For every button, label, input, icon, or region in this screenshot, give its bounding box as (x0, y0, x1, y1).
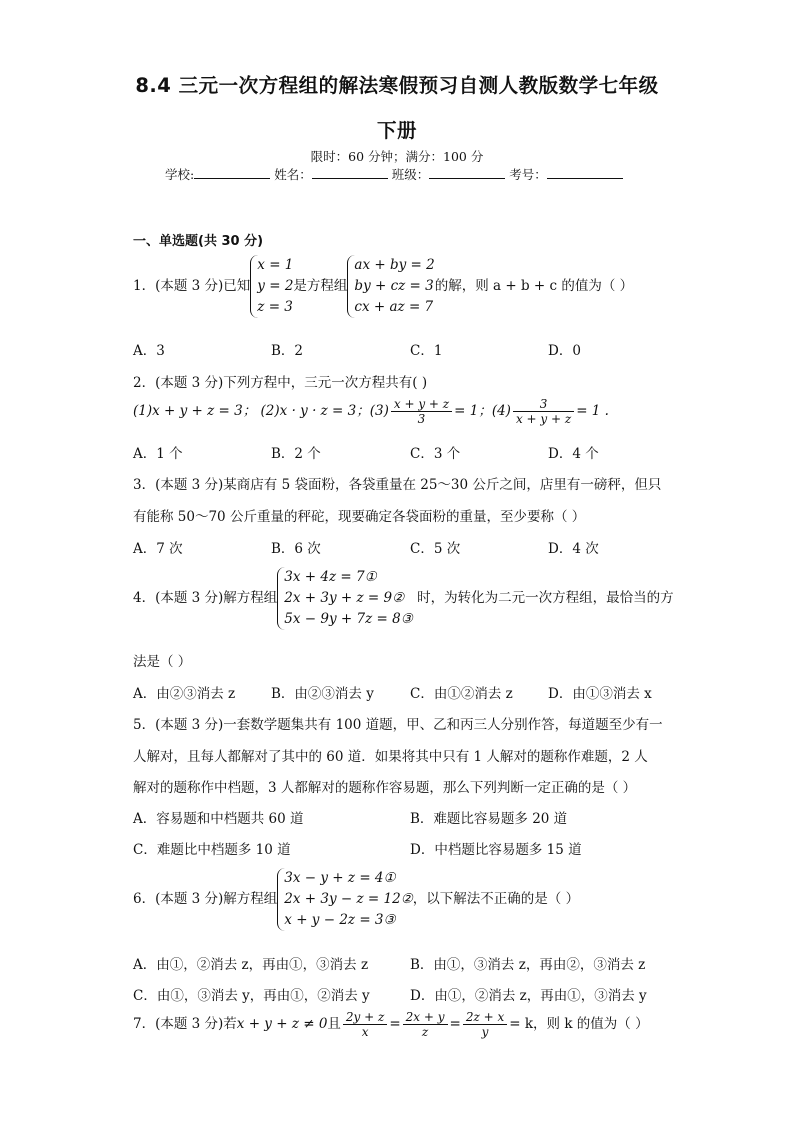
q6-option-c[interactable]: C．由①，③消去 y，再由①，②消去 y (133, 988, 370, 1004)
q3-option-a[interactable]: A．7 次 (133, 541, 183, 557)
q3-option-d[interactable]: D．4 次 (548, 541, 599, 557)
question-5-line-3: 解对的题称作中档题，3 人都解对的题称作容易题，那么下列判断一定正确的是（ ） (133, 780, 637, 796)
name-blank[interactable] (312, 166, 388, 179)
question-2-stem: 2．(本题 3 分)下列方程中，三元一次方程共有( ) (133, 375, 428, 391)
q1-solution-system: x = 1 y = 2 z = 3 (250, 255, 293, 318)
q5-option-a[interactable]: A．容易题和中档题共 60 道 (133, 811, 304, 827)
question-7: 7．(本题 3 分)若x + y + z ≠ 0且 $\frac{2y + z}{x}$ = $\frac{2x + y}{z}$ = $\frac{2z + x}{y}$ = k，则 k 的值为（ ） (133, 1010, 649, 1039)
q2-option-b[interactable]: B．2 个 (271, 446, 321, 462)
class-label: 班级： (391, 167, 430, 182)
q1-option-a[interactable]: A．3 (133, 343, 165, 359)
class-blank[interactable] (429, 166, 505, 179)
question-4-line-2: 法是（ ） (133, 654, 192, 670)
q2-option-a[interactable]: A．1 个 (133, 446, 183, 462)
question-5-line-1: 5．(本题 3 分)一套数学题集共有 100 道题，甲、乙和丙三人分别作答，每道题至少有一 (133, 717, 663, 733)
q3-option-c[interactable]: C．5 次 (410, 541, 461, 557)
q6-equation-system: 3x − y + z = 4① 2x + 3y − z = 12② x + y − 2z = 3③ (277, 868, 413, 931)
question-2-equations: (1)x + y + z = 3； (2)x · y · z = 3；(3) $\frac{x + y + z}{3}$ = 1；(4) $\frac{3}{x + y + z}$ = 1 . (133, 397, 609, 426)
q4-options (133, 682, 693, 700)
q1-options (133, 339, 693, 357)
q1-option-d[interactable]: D．0 (548, 343, 581, 359)
q6-option-a[interactable]: A．由①，②消去 z，再由①，③消去 z (133, 957, 369, 973)
question-3-line-2: 有能称 50～70 公斤重量的秤砣，现要确定各袋面粉的重量，至少要称（ ） (133, 509, 586, 525)
q2-options (133, 442, 693, 460)
time-score-info: 限时：60 分钟；满分：100 分 (310, 149, 484, 164)
section-heading: 一、单选题(共 30 分) (133, 234, 264, 249)
q1-option-c[interactable]: C．1 (410, 343, 443, 359)
question-6: 6．(本题 3 分)解方程组 3x − y + z = 4① 2x + 3y − z = 12② x + y − 2z = 3③ ，以下解法不正确的是（ ） (133, 868, 579, 931)
q2-option-d[interactable]: D．4 个 (548, 446, 599, 462)
q4-option-d[interactable]: D．由①③消去 x (548, 686, 652, 702)
school-blank[interactable] (194, 166, 270, 179)
q4-equation-system: 3x + 4z = 7① 2x + 3y + z = 9② 5x − 9y + 7z = 8③ (277, 567, 413, 630)
q5-options-row-1 (133, 807, 693, 825)
q5-option-b[interactable]: B．难题比容易题多 20 道 (410, 811, 568, 827)
q4-option-a[interactable]: A．由②③消去 z (133, 686, 236, 702)
q6-options-row-2 (133, 984, 693, 1002)
question-5-line-2: 人解对，且每人都解对了其中的 60 道．如果将其中只有 1 人解对的题称作难题，2 人 (133, 749, 648, 765)
q6-option-b[interactable]: B．由①，③消去 z，再由②，③消去 z (410, 957, 646, 973)
q3-options (133, 537, 693, 555)
q2-option-c[interactable]: C．3 个 (410, 446, 461, 462)
exam-number-label: 考号： (509, 167, 547, 182)
q5-option-d[interactable]: D．中档题比容易题多 15 道 (410, 842, 582, 858)
student-info-fields (165, 165, 623, 183)
school-label: 学校: (165, 167, 195, 182)
q4-option-b[interactable]: B．由②③消去 y (271, 686, 374, 702)
question-3-line-1: 3．(本题 3 分)某商店有 5 袋面粉，各袋重量在 25～30 公斤之间，店里有一磅秤，但只 (133, 477, 662, 493)
question-1: 1．(本题 3 分)已知 x = 1 y = 2 z = 3 是方程组 ax + by = 2 by + cz = 3 cx + az = 7 的解，则 a + b + c 的值为（ ） (133, 255, 633, 318)
q4-option-c[interactable]: C．由①②消去 z (410, 686, 513, 702)
q1-equation-system: ax + by = 2 by + cz = 3 cx + az = 7 (347, 255, 434, 318)
q6-options-row-1 (133, 953, 693, 971)
title-line-2: 下册 (376, 119, 417, 142)
q5-option-c[interactable]: C．难题比中档题多 10 道 (133, 842, 291, 858)
exam-number-blank[interactable] (547, 166, 623, 179)
q1-option-b[interactable]: B．2 (271, 343, 304, 359)
q3-option-b[interactable]: B．6 次 (271, 541, 321, 557)
title-line-1: 8.4 三元一次方程组的解法寒假预习自测人教版数学七年级 (135, 74, 659, 97)
q6-option-d[interactable]: D．由①，②消去 z，再由①，③消去 y (410, 988, 647, 1004)
name-label: 姓名： (274, 167, 312, 182)
question-4: 4．(本题 3 分)解方程组 3x + 4z = 7① 2x + 3y + z = 9② 5x − 9y + 7z = 8③ 时，为转化为二元一次方程组，最恰当的方 (133, 567, 674, 630)
q5-options-row-2 (133, 838, 693, 856)
